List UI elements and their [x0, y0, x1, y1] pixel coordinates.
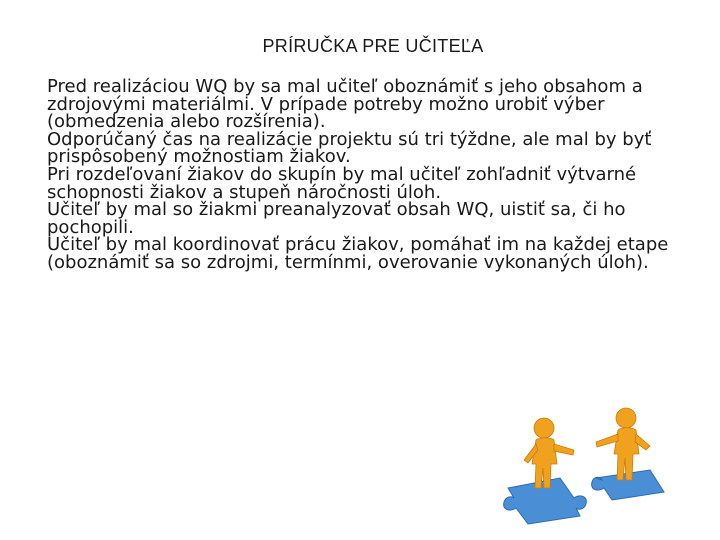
- paragraph-recommended-time: Odporúčaný čas na realizácie projektu sú tri týždne, ale mal by byť prispôsobený možnostiam žiakov.: [47, 128, 652, 168]
- paragraph-analysis: Učiteľ by mal so žiakmi preanalyzovať obsah WQ, uistiť sa, či ho pochopili.: [47, 199, 626, 238]
- paragraph-grouping: Pri rozdeľovaní žiakov do skupín by mal učiteľ zohľadniť výtvarné schopnosti žiakov a stupeň náročnosti úloh.: [47, 163, 637, 203]
- figure-right-icon: [596, 408, 650, 480]
- paragraph-preparation: Pred realizáciou WQ by sa mal učiteľ oboznámiť s jeho obsahom a zdrojovými materiálmi. V prípade potreby možno urobiť výber (obmedzenia alebo rozšírenia).: [47, 76, 643, 133]
- two-figures-on-puzzle-pieces-icon: [500, 400, 670, 525]
- slide-body: [47, 78, 687, 272]
- figure-left-icon: [524, 418, 574, 488]
- paragraph-coordination: Učiteľ by mal koordinovať prácu žiakov, pomáhať im na každej etape (oboznámiť sa so zdrojmi, termínmi, overovanie vykonaných úloh).: [47, 234, 669, 273]
- slide-title: PRÍRUČKA PRE UČITEĽA: [262, 36, 484, 56]
